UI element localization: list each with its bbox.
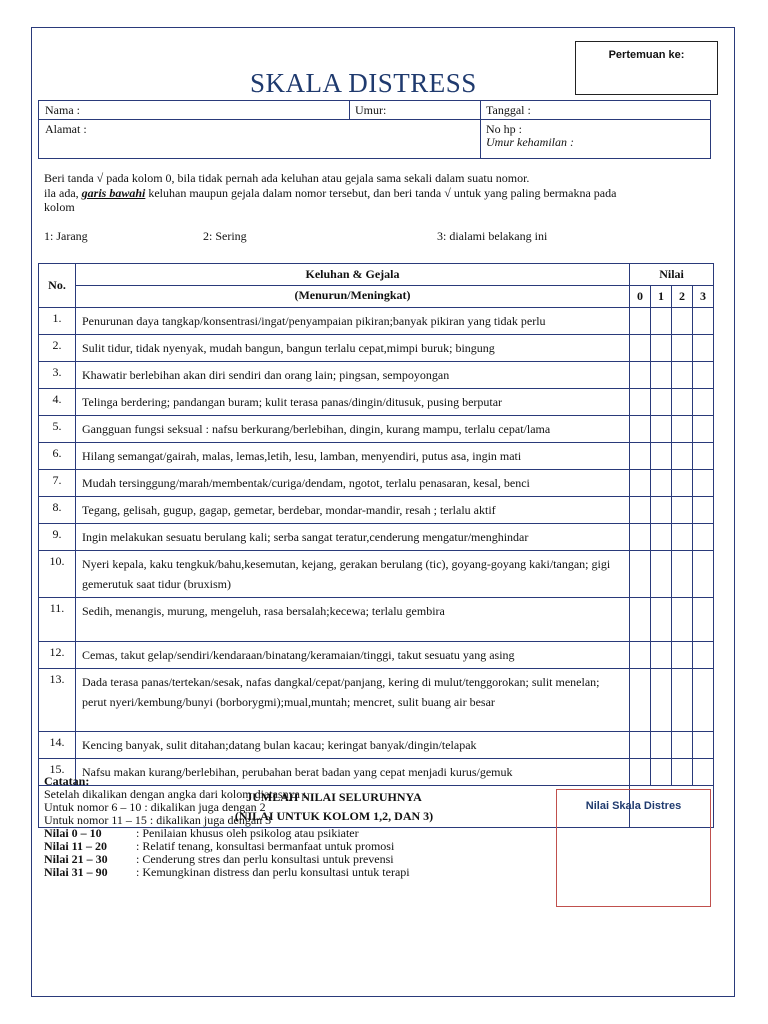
score-cell-2[interactable] [672, 524, 693, 551]
score-cell-1[interactable] [651, 759, 672, 786]
header-nilai: Nilai [630, 264, 714, 286]
score-cell-1[interactable] [651, 443, 672, 470]
score-cell-3[interactable] [693, 551, 714, 598]
score-cell-0[interactable] [630, 642, 651, 669]
score-cell-2[interactable] [672, 598, 693, 642]
row-number: 14. [39, 732, 76, 759]
row-symptom-text: Nyeri kepala, kaku tengkuk/bahu,kesemutan, kejang, gerakan berulang (tic), goyang-goyang kaki/tangan; gigi gemerutuk saat tidur (bruxism) [76, 551, 630, 598]
score-cell-1[interactable] [651, 551, 672, 598]
row-symptom-text: Ingin melakukan sesuatu berulang kali; serba sangat teratur,cenderung mengatur/menghindar [76, 524, 630, 551]
score-cell-1[interactable] [651, 416, 672, 443]
score-cell-3[interactable] [693, 669, 714, 732]
score-cell-0[interactable] [630, 598, 651, 642]
table-row [39, 389, 714, 416]
score-cell-2[interactable] [672, 732, 693, 759]
legend-sering: 2: Sering [203, 229, 247, 243]
instruction-line-1: Beri tanda √ pada kolom 0, bila tidak pernah ada keluhan atau gejala sama sekali dalam suatu nomor. [44, 171, 530, 185]
score-cell-2[interactable] [672, 551, 693, 598]
row-number: 4. [39, 389, 76, 416]
score-cell-3[interactable] [693, 443, 714, 470]
row-symptom-text: Penurunan daya tangkap/konsentrasi/ingat/penyampaian pikiran;banyak pikiran yang tidak perlu [76, 308, 630, 335]
header-nilai-0: 0 [630, 286, 651, 308]
score-cell-0[interactable] [630, 335, 651, 362]
nama-field[interactable]: Nama : [45, 103, 80, 117]
catatan-heading: Catatan: [44, 774, 90, 788]
table-row [39, 443, 714, 470]
score-cell-3[interactable] [693, 732, 714, 759]
table-row [39, 598, 714, 642]
score-cell-2[interactable] [672, 362, 693, 389]
catatan-section: Catatan: Setelah dikalikan dengan angka dari kolom diatasnya : Untuk nomor 6 – 10 : dikalikan juga dengan 2 Untuk nomor 11 – 15 : dikalikan juga dengan 3 Nilai 0 – 10 : Penilaian khusus oleh psikolog atau psikiater Nilai 11 – 20 : Relatif tenang, konsultasi bermanfaat untuk promosi Nilai 21 – 30 : Cenderung stres dan perlu konsultasi untuk prevensi Nilai 31 – 90 : Kemungkinan distress dan perlu konsultasi untuk terapi [44, 774, 410, 879]
table-row [39, 669, 714, 732]
table-row [39, 551, 714, 598]
row-number: 15. [39, 759, 76, 786]
score-cell-2[interactable] [672, 497, 693, 524]
table-row [39, 732, 714, 759]
score-cell-1[interactable] [651, 732, 672, 759]
symptom-table [38, 263, 714, 828]
score-cell-0[interactable] [630, 362, 651, 389]
row-symptom-text: Mudah tersinggung/marah/membentak/curiga/dendam, ngotot, terlalu penasaran, kesal, benci [76, 470, 630, 497]
score-cell-0[interactable] [630, 759, 651, 786]
score-cell-1[interactable] [651, 497, 672, 524]
score-cell-3[interactable] [693, 308, 714, 335]
row-number: 9. [39, 524, 76, 551]
score-cell-2[interactable] [672, 642, 693, 669]
row-number: 8. [39, 497, 76, 524]
score-cell-1[interactable] [651, 389, 672, 416]
score-cell-0[interactable] [630, 524, 651, 551]
score-cell-0[interactable] [630, 669, 651, 732]
score-cell-1[interactable] [651, 362, 672, 389]
score-cell-3[interactable] [693, 389, 714, 416]
row-symptom-text: Gangguan fungsi seksual : nafsu berkurang/berlebihan, dingin, kurang mampu, terlalu cepat/lama [76, 416, 630, 443]
score-cell-3[interactable] [693, 759, 714, 786]
row-symptom-text: Tegang, gelisah, gugup, gagap, gemetar, berdebar, mondar-mandir, resah ; terlalu aktif [76, 497, 630, 524]
row-number: 1. [39, 308, 76, 335]
table-row [39, 362, 714, 389]
score-cell-0[interactable] [630, 443, 651, 470]
instruction-line-2: ila ada, garis bawahi keluhan maupun gejala dalam nomor tersebut, dan beri tanda √ untuk yang paling bermakna pada [44, 186, 617, 200]
header-nilai-2: 2 [672, 286, 693, 308]
garis-bawahi-text: garis bawahi [81, 186, 146, 200]
nohp-field[interactable]: No hp : [486, 122, 522, 136]
row-number: 5. [39, 416, 76, 443]
nilai-skala-box[interactable] [556, 789, 711, 907]
row-number: 7. [39, 470, 76, 497]
row-symptom-text: Sulit tidur, tidak nyenyak, mudah bangun, bangun terlalu cepat,mimpi buruk; bingung [76, 335, 630, 362]
pertemuan-box[interactable] [575, 41, 718, 95]
instruction-line-3: kolom [44, 200, 75, 214]
row-symptom-text: Hilang semangat/gairah, malas, lemas,letih, lesu, lamban, menyendiri, putus asa, ingin mati [76, 443, 630, 470]
score-cell-0[interactable] [630, 732, 651, 759]
score-cell-2[interactable] [672, 416, 693, 443]
umur-field[interactable]: Umur: [355, 103, 387, 117]
score-cell-1[interactable] [651, 669, 672, 732]
legend-jarang: 1: Jarang [44, 229, 88, 243]
row-symptom-text: Sedih, menangis, murung, mengeluh, rasa bersalah;kecewa; terlalu gembira [76, 598, 630, 642]
pertemuan-label: Pertemuan ke: [608, 49, 685, 61]
score-cell-3[interactable] [693, 598, 714, 642]
total-label: JUMLAH NILAI SELURUHNYA (NILAI UNTUK KOLOM 1,2, DAN 3) [39, 786, 630, 828]
row-number: 10. [39, 551, 76, 598]
page-title: SKALA DISTRESS [250, 68, 477, 98]
score-cell-3[interactable] [693, 642, 714, 669]
umur-kehamilan-field[interactable]: Umur kehamilan : [486, 135, 574, 149]
score-cell-1[interactable] [651, 642, 672, 669]
score-cell-1[interactable] [651, 524, 672, 551]
table-row [39, 470, 714, 497]
score-cell-3[interactable] [693, 416, 714, 443]
score-cell-2[interactable] [672, 335, 693, 362]
score-cell-0[interactable] [630, 470, 651, 497]
row-symptom-text: Khawatir berlebihan akan diri sendiri dan orang lain; pingsan, sempoyongan [76, 362, 630, 389]
score-cell-0[interactable] [630, 551, 651, 598]
header-no: No. [39, 264, 76, 308]
legend-dialami: 3: dialami belakang ini [437, 229, 548, 243]
score-cell-2[interactable] [672, 470, 693, 497]
row-symptom-text: Telinga berdering; pandangan buram; kulit terasa panas/dingin/ditusuk, pusing berputar [76, 389, 630, 416]
score-cell-2[interactable] [672, 308, 693, 335]
score-cell-0[interactable] [630, 416, 651, 443]
table-row [39, 308, 714, 335]
table-row [39, 497, 714, 524]
identity-box [38, 100, 711, 159]
score-cell-3[interactable] [693, 524, 714, 551]
score-cell-1[interactable] [651, 470, 672, 497]
score-cell-2[interactable] [672, 669, 693, 732]
row-number: 2. [39, 335, 76, 362]
row-symptom-text: Nafsu makan kurang/berlebihan, perubahan berat badan yang cepat menjadi kurus/gemuk [76, 759, 630, 786]
header-nilai-3: 3 [693, 286, 714, 308]
row-symptom-text: Dada terasa panas/tertekan/sesak, nafas dangkal/cepat/panjang, kering di mulut/tenggorokan; sulit menelan; perut nyeri/kembung/bunyi (borborygmi);mual,muntah; mencret, sulit buang air besar [76, 669, 630, 732]
row-number: 13. [39, 669, 76, 732]
score-cell-0[interactable] [630, 497, 651, 524]
header-nilai-1: 1 [651, 286, 672, 308]
score-cell-2[interactable] [672, 389, 693, 416]
score-cell-1[interactable] [651, 598, 672, 642]
score-cell-0[interactable] [630, 389, 651, 416]
header-keluhan-sub: (Menurun/Meningkat) [76, 286, 630, 308]
row-number: 11. [39, 598, 76, 642]
score-cell-0[interactable] [630, 308, 651, 335]
table-row [39, 524, 714, 551]
row-number: 12. [39, 642, 76, 669]
alamat-field[interactable]: Alamat : [45, 122, 87, 136]
score-cell-3[interactable] [693, 470, 714, 497]
score-cell-1[interactable] [651, 335, 672, 362]
score-cell-3[interactable] [693, 497, 714, 524]
table-row [39, 642, 714, 669]
row-symptom-text: Kencing banyak, sulit ditahan;datang bulan kacau; keringat banyak/dingin/telapak [76, 732, 630, 759]
row-number: 3. [39, 362, 76, 389]
table-row [39, 416, 714, 443]
table-row [39, 335, 714, 362]
header-keluhan: Keluhan & Gejala [76, 264, 630, 286]
score-cell-3[interactable] [693, 362, 714, 389]
score-cell-2[interactable] [672, 443, 693, 470]
row-symptom-text: Cemas, takut gelap/sendiri/kendaraan/binatang/keramaian/tinggi, takut sesuatu yang asing [76, 642, 630, 669]
score-cell-2[interactable] [672, 759, 693, 786]
nilai-skala-label: Nilai Skala Distres [585, 800, 682, 812]
score-cell-3[interactable] [693, 335, 714, 362]
tanggal-field[interactable]: Tanggal : [486, 103, 531, 117]
row-number: 6. [39, 443, 76, 470]
score-cell-1[interactable] [651, 308, 672, 335]
